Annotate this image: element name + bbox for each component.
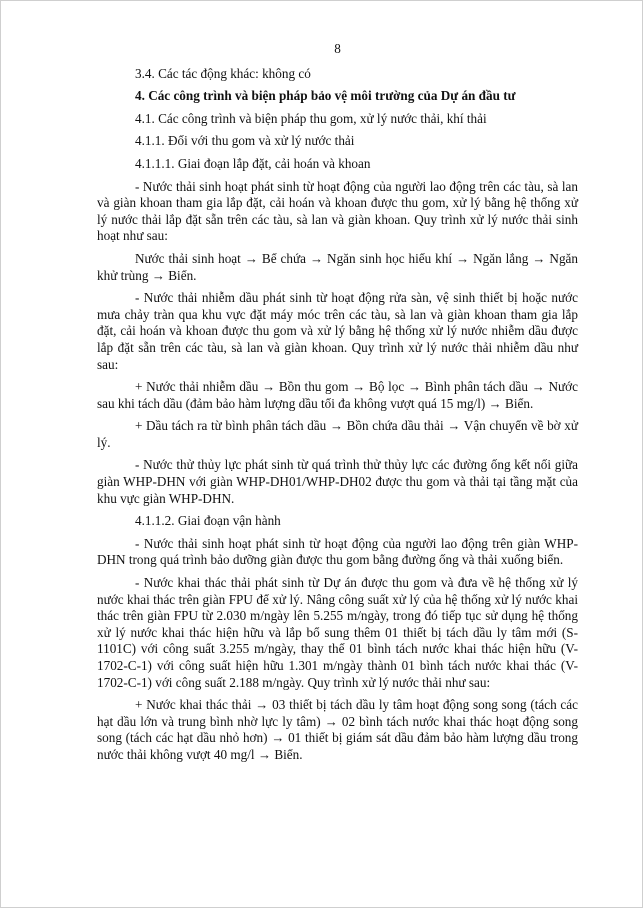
- document-page: [97, 41, 578, 770]
- heading-4-1-1-1: 4.1.1.1. Giai đoạn lắp đặt, cải hoán và khoan: [135, 155, 371, 171]
- section-3-4: 3.4. Các tác động khác: không có: [135, 65, 311, 81]
- paragraph-domestic-wastewater: - Nước thải sinh hoạt phát sinh từ hoạt động của người lao động trên các tàu, sà lan và giàn khoan tham gia lắp đặt, cải hoán và khoan được thu gom, xử lý bằng hệ thống xử lý nước thải lắp đặt sẵn trên các tàu, sà lan và giàn khoan. Quy trình xử lý nước thải sinh hoạt như sau:: [97, 178, 578, 244]
- produced-water-text-5: /ngày thành 01 bình tách nước khai thác (V-1702-C-1) với công suất 2.188 m: [97, 658, 578, 690]
- paragraph-operation-domestic: - Nước thải sinh hoạt phát sinh từ hoạt động của người lao động trên giàn WHP-DHN trong quá trình bảo dưỡng giàn được thu gom bằng đường ống và thải xuống biển.: [97, 535, 578, 568]
- heading-4-1: 4.1. Các công trình và biện pháp thu gom, xử lý nước thải, khí thải: [135, 110, 487, 126]
- process-domestic-wastewater: Nước thải sinh hoạt → Bể chứa → Ngăn sinh học hiếu khí → Ngăn lắng → Ngăn khử trùng → Biển.: [97, 250, 578, 283]
- produced-water-text-4: /ngày, thay thế 01 bình tách nước khai thác hiện hữu (V-1702-C-1) với công suất hiện hữu 1.301 m: [97, 641, 578, 673]
- page-number: 8: [334, 41, 341, 56]
- produced-water-text-3: /ngày, trong đó tiếp tục sử dụng hệ thống xử lý nước khai thác hiện hữu và lắp bổ sung thêm 01 thiết bị tách dầu ly tâm mới (S-1101C) với công suất 3.255 m: [97, 608, 578, 657]
- paragraph-hydrotest-water: - Nước thử thủy lực phát sinh từ quá trình thử thủy lực các đường ống kết nối giữa giàn WHP-DHN với giàn WHP-DH01/WHP-DH02 được thu gom và thải tại tầng mặt của khu vực giàn WHP-DHN.: [97, 457, 578, 506]
- process-oily-wastewater: + Nước thải nhiễm dầu → Bồn thu gom → Bộ lọc → Bình phân tách dầu → Nước sau khi tách dầu (đảm bảo hàm lượng dầu tối đa không vượt quá 15 mg/l) → Biển.: [97, 379, 578, 411]
- paragraph-produced-water: [97, 575, 578, 691]
- heading-4: 4. Các công trình và biện pháp bảo vệ môi trường của Dự án đầu tư: [135, 88, 516, 104]
- heading-4-1-1: 4.1.1. Đối với thu gom và xử lý nước thải: [135, 133, 355, 149]
- process-produced-water: + Nước khai thác thải → 03 thiết bị tách dầu ly tâm hoạt động song song (tách các hạt dầu lớn và trung bình nhờ lực ly tâm) → 02 bình tách nước khai thác hoạt động song song (tách các hạt dầu nhỏ hơn) → 01 thiết bị giám sát dầu đảm bảo hàm lượng dầu trong nước thải không vượt 40 mg/l → Biển.: [97, 697, 578, 762]
- process-separated-oil: + Dầu tách ra từ bình phân tách dầu → Bồn chứa dầu thải → Vận chuyển về bờ xử lý.: [97, 418, 578, 450]
- produced-water-text-2: /ngày lên 5.255 m: [260, 608, 358, 624]
- paragraph-oily-wastewater: - Nước thải nhiễm dầu phát sinh từ hoạt động rửa sàn, vệ sinh thiết bị hoặc nước mưa chảy tràn qua khu vực đặt máy móc trên các tàu, sà lan và giàn khoan tham gia lắp đặt, cải hoán và khoan được thu gom và xử lý bằng hệ thống xử lý nước nhiễm dầu được lắp đặt sẵn trên các tàu, sà lan và giàn khoan. Quy trình xử lý nước thải nhiễm dầu như sau:: [97, 290, 578, 372]
- produced-water-text-1: - Nước khai thác thải phát sinh từ Dự án được thu gom và đưa về hệ thống xử lý nước khai thác trên giàn FPU để xử lý. Nâng công suất xử lý của hệ thống xử lý nước khai thác trên giàn FPU từ 2.030 m: [97, 575, 578, 624]
- produced-water-text-6: /ngày. Quy trình xử lý nước thải như sau:: [272, 674, 491, 690]
- heading-4-1-1-2: 4.1.1.2. Giai đoạn vận hành: [135, 513, 281, 529]
